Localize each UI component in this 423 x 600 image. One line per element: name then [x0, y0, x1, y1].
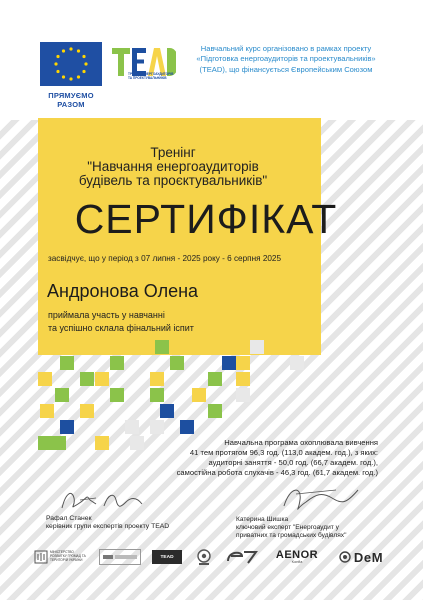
signer-left-role: керівник групи експертів проекту TEAD [46, 523, 170, 531]
tead-logo-subtitle: ТРЕНІНГ ЕНЕРГОАУДИТОРІВ ТА ПРОЕКТУВАЛЬНИКІВ [128, 72, 174, 80]
participant-name: Андронова Олена [47, 281, 199, 301]
signer-right-name: Катерина Шишка [236, 516, 289, 523]
training-title [48, 146, 298, 189]
gear-emblem-icon [193, 548, 215, 566]
training-line-1: Тренінг [150, 145, 196, 160]
status-line-1: приймала участь у навчанні [48, 310, 165, 320]
eu-flag-icon [40, 42, 102, 86]
eu-caption: ПРЯМУЄМО РАЗОМ [48, 91, 94, 109]
right-signature [276, 482, 366, 512]
partner-logo-2-mark [103, 553, 137, 561]
e7-logo [226, 549, 262, 565]
partner-logo-2 [99, 549, 141, 565]
completion-status [48, 309, 308, 334]
signer-left [46, 515, 226, 532]
program-line-3: аудиторні заняття - 50,0 год. (66,7 академ. год.), [208, 457, 378, 467]
program-line-4: самостійна робота слухачів - 46,3 год. (61,7 академ. год.) [176, 467, 378, 477]
dem-emblem-icon [339, 551, 351, 563]
tead-small-logo-text: TEAD [160, 554, 174, 560]
program-line-2: 41 тем протягом 96,3 год. (113,0 академ. год.), з яких: [189, 447, 378, 457]
tead-small-logo [152, 550, 182, 564]
ministry-logo-text: МІНІСТЕРСТВО РОЗВИТКУ ГРОМАД ТА ТЕРИТОРІЙ УКРАЇНИ [50, 550, 86, 562]
program-line-1: Навчальна програма охоплювала вивчення [224, 438, 378, 447]
course-info: Навчальний курс організовано в рамках проекту «Підготовка енергоаудиторів та проектувальників» (TEAD), що фінансується Європейським Союзом [196, 44, 376, 74]
status-line-2: та успішно склала фінальний іспит [48, 322, 194, 333]
aenor-logo-sub: Konfia [291, 560, 303, 564]
training-line-2: "Навчання енергоаудиторів [87, 159, 259, 175]
partner-logos [34, 544, 390, 570]
aenor-logo-text: AENOR [275, 549, 319, 561]
signer-left-name: Рафал Станек [46, 515, 92, 522]
training-period: засвідчує, що у період з 07 липня - 2025 року - 6 серпня 2025 [48, 254, 282, 263]
program-description [146, 438, 378, 478]
dem-logo-text: DeM [353, 549, 384, 565]
certificate-title: СЕРТИФІКАТ [74, 196, 338, 242]
left-signature [56, 486, 156, 514]
aenor-logo [273, 549, 321, 565]
signer-right-role-1: ключовий експерт "Енергоаудит у [236, 524, 339, 531]
ministry-logo [34, 549, 88, 565]
signer-right [236, 516, 396, 540]
signer-right-role-2: приватних та громадських будівлях" [236, 532, 347, 539]
dem-logo [332, 549, 390, 565]
training-line-3: будівель та проєктувальників" [78, 173, 268, 189]
ministry-emblem-icon [34, 550, 48, 564]
tead-logo [110, 42, 176, 90]
